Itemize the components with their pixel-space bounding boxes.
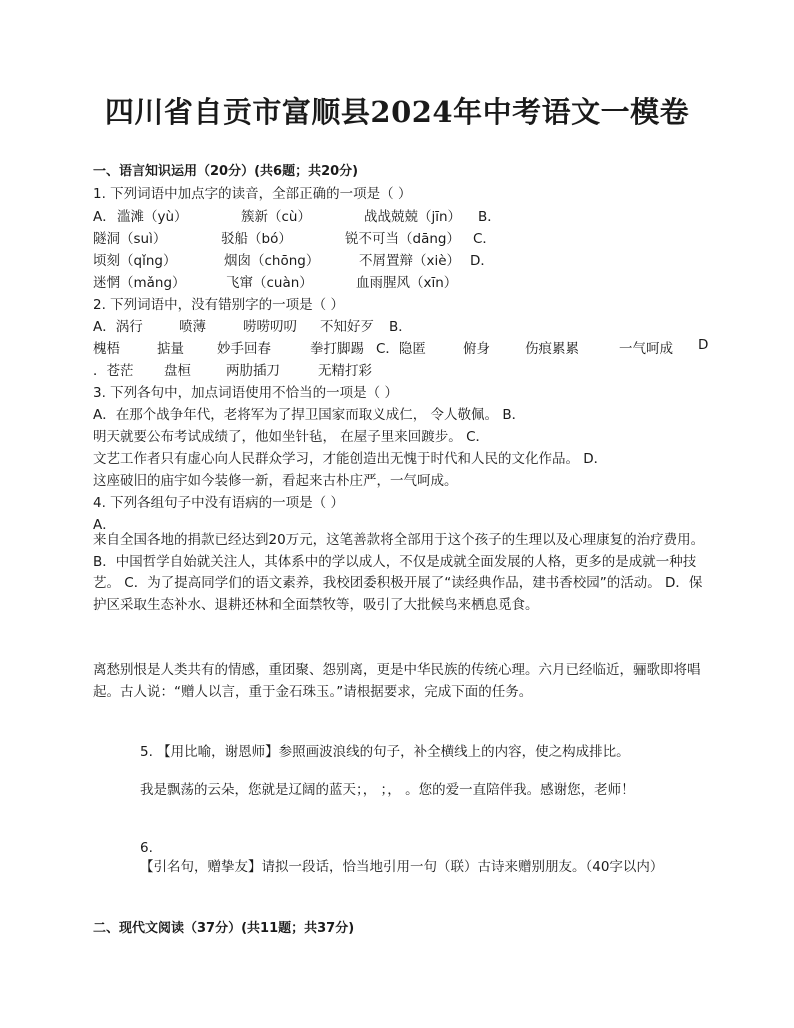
section-heading-1: 一、语言知识运用（20分）(共6题；共20分) xyxy=(93,164,359,179)
q2-word: 喷薄 xyxy=(179,319,206,335)
q3-option-d: 这座破旧的庙宇如今装修一新，看起来古朴庄严，一气呵成。 xyxy=(93,473,458,489)
q2-word: 盘桓 xyxy=(164,363,191,379)
q6-body: 【引名句，赠挚友】请拟一段话，恰当地引用一句（联）古诗来赠别朋友。（40字以内） xyxy=(140,859,664,875)
q2-word: 拳打脚踢 xyxy=(310,341,364,357)
passage-intro: 离愁别恨是人类共有的情感，重团聚、怨别离，更是中华民族的传统心理。六月已经临近，骊歌即将唱起。古人说：“赠人以言，重于金石珠玉。”请根据要求，完成下面的任务。 xyxy=(93,662,701,700)
q1-word: 迷惘（mǎng） xyxy=(93,275,186,291)
q2-option-label: D xyxy=(698,337,709,353)
q6-number: 6. xyxy=(140,840,153,856)
q1-word: 顷刻（qǐng） xyxy=(93,253,177,269)
q2-word: C．隐匿 xyxy=(376,341,426,357)
q3-option-b: 明天就要公布考试成绩了，他如坐针毡， 在屋子里来回踱步。 C． xyxy=(93,429,490,445)
q2-word: 不知好歹 xyxy=(320,319,374,335)
q4-options-text: 来自全国各地的捐款已经达到20万元，这笔善款将全部用于这个孩子的生理以及心理康复的治疗费用。 B．中国哲学自始就关注人，其体系中的学以成人，不仅是成就全面发展的人格，更多的是成就一种技艺。 C．为了提高同学们的语文素养，我校团委积极开展了“读经典作品，建书香校园”的活动。 D．保护区采取生态补水、退耕还林和全面禁牧等，吸引了大批候鸟来栖息觅食。 xyxy=(93,532,705,613)
q2-word: A．涡行 xyxy=(93,319,143,335)
q1-word: 锐不可当（dāng） xyxy=(345,231,460,247)
q2-stem: 2. 下列词语中，没有错别字的一项是（ ） xyxy=(93,297,344,313)
q1-word: 隧洞（suì） xyxy=(93,231,167,247)
q1-option-label: C． xyxy=(473,231,496,247)
q5-body: 我是飘荡的云朵，您就是辽阔的蓝天；， ；， 。您的爱一直陪伴我。感谢您，老师！ xyxy=(140,782,635,798)
q2-word: 无精打彩 xyxy=(318,363,372,379)
q4-stem: 4. 下列各组句子中没有语病的一项是（ ） xyxy=(93,495,344,511)
q1-stem: 1. 下列词语中加点字的读音，全部正确的一项是（ ） xyxy=(93,186,412,202)
q1-word: 飞窜（cuàn） xyxy=(226,275,313,291)
page-title: 四川省自贡市富顺县2024年中考语文一模卷 xyxy=(104,95,690,129)
q2-word: 掂量 xyxy=(157,341,184,357)
q1-word: 滥滩（yù） xyxy=(117,209,188,225)
q2-word: 妙手回春 xyxy=(217,341,271,357)
q2-word: 俯身 xyxy=(463,341,490,357)
q2-word: 伤痕累累 xyxy=(525,341,579,357)
q2-word: 一气呵成 xyxy=(619,341,673,357)
section-heading-2: 二、现代文阅读（37分）(共11题；共37分) xyxy=(93,921,355,936)
q3-option-c: 文艺工作者只有虚心向人民群众学习，才能创造出无愧于时代和人民的文化作品。 D． xyxy=(93,451,608,467)
q1-word: 不屑置辩（xiè） xyxy=(359,253,461,269)
q2-word: ．苍茫 xyxy=(93,363,134,379)
q2-option-label: B． xyxy=(389,319,412,335)
q1-word: 战战兢兢（jīn） xyxy=(364,209,462,225)
q2-word: 唠唠叨叨 xyxy=(243,319,297,335)
q1-word: 簇新（cù） xyxy=(241,209,311,225)
q3-stem: 3. 下列各句中，加点词语使用不恰当的一项是（ ） xyxy=(93,385,398,401)
q1-word: 驳船（bó） xyxy=(221,231,292,247)
q1-word: 血雨腥风（xīn） xyxy=(356,275,458,291)
q2-word: 槐梧 xyxy=(93,341,120,357)
q2-word: 两肋插刀 xyxy=(226,363,280,379)
q1-option-label: A． xyxy=(93,209,116,225)
q1-option-label: B． xyxy=(478,209,501,225)
q4-option-label: A． xyxy=(93,517,116,533)
q5-stem: 5. 【用比喻，谢恩师】参照画波浪线的句子，补全横线上的内容，使之构成排比。 xyxy=(140,744,630,760)
q1-word: 烟囱（chōng） xyxy=(224,253,320,269)
q3-option-a: A．在那个战争年代，老将军为了捍卫国家而取义成仁， 令人敬佩。 B． xyxy=(93,407,526,423)
q1-option-label: D． xyxy=(470,253,494,269)
